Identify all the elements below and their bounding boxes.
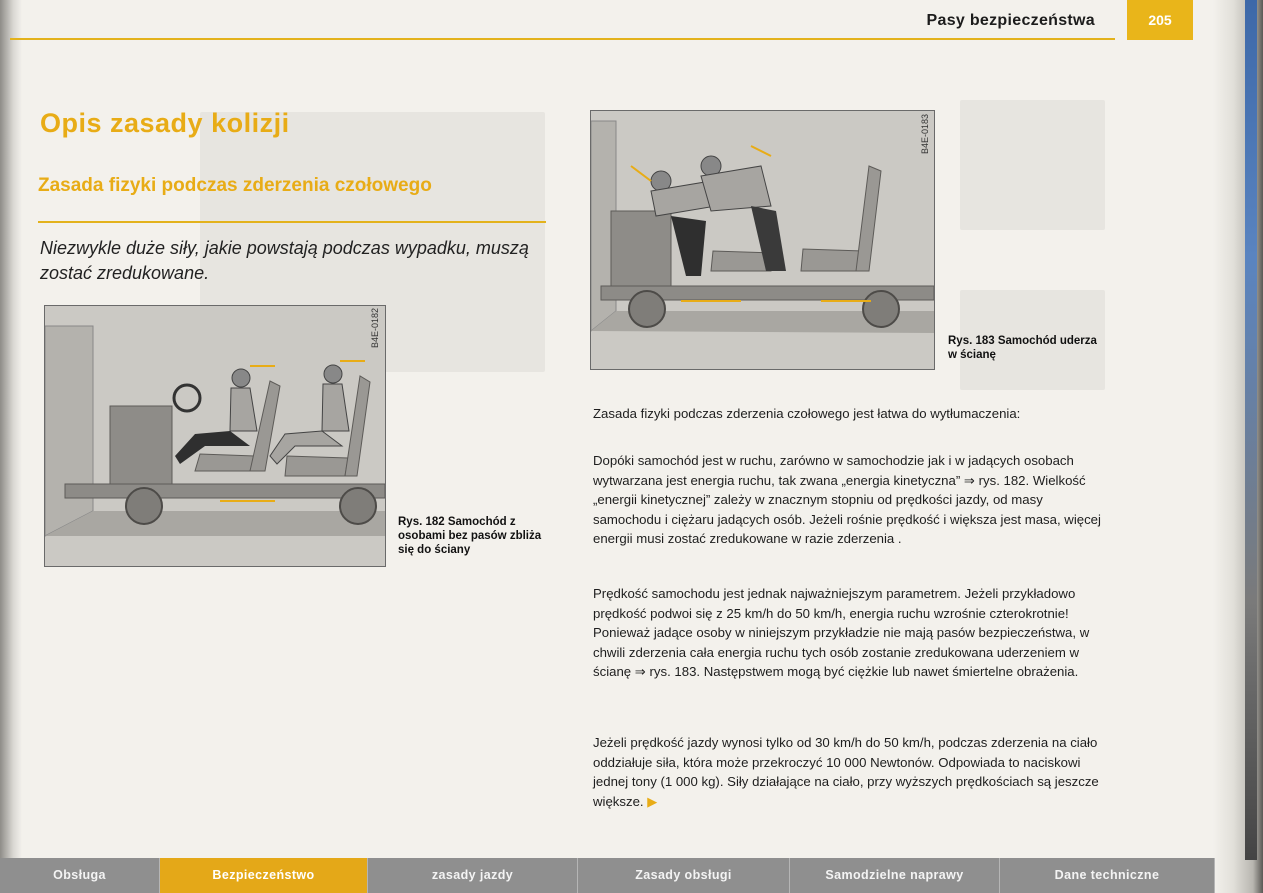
figure-183-illustration — [590, 110, 935, 370]
subtitle-rule — [38, 221, 546, 223]
book-spine-shadow — [0, 0, 22, 893]
tab-obsluga[interactable]: Obsługa — [0, 858, 160, 893]
tab-zasady-obslugi[interactable]: Zasady obsługi — [578, 858, 790, 893]
thumb-index-strip — [1245, 0, 1257, 860]
figure-182-caption: Rys. 182 Samochód z osobami bez pasów zbliża się do ściany — [398, 516, 542, 556]
figure-183-caption: Rys. 183 Samochód uderza w ścianę — [948, 335, 1097, 361]
body-paragraph: Prędkość samochodu jest jednak najważniejszym parametrem. Jeżeli przykładowo prędkość podwoi się z 25 km/h do 50 km/h, energia ruchu wzrośnie czterokrotnie! Ponieważ jadące osoby w niniejszym przykładzie nie mają pasów bezpieczeństwa, w chwili zderzenia cała energia ruchu tych osób zostanie zredukowana uderzeniem w ścianę ⇒ rys. 183. Następstwem mogą być ciężkie lub nawet śmiertelne obrażenia. — [593, 586, 1090, 679]
page-number: 205 — [1127, 0, 1193, 40]
tab-bezpieczenstwo[interactable]: Bezpieczeństwo — [160, 858, 368, 893]
page-header-title: Pasy bezpieczeństwa — [926, 12, 1095, 29]
tab-zasady-jazdy[interactable]: zasady jazdy — [368, 858, 578, 893]
tab-dane-techniczne[interactable]: Dane techniczne — [1000, 858, 1215, 893]
figure-182-illustration — [44, 305, 386, 567]
figure-182-code: B4E-0182 — [370, 308, 380, 349]
section-subtitle: Zasada fizyki podczas zderzenia czołowego — [38, 175, 432, 196]
body-paragraph: Dopóki samochód jest w ruchu, zarówno w samochodzie jak i w jadących osobach wytwarzana jest energia ruchu, tak zwana „energia kinetyczna” ⇒ rys. 182. Wielkość „energii kinetycznej” zależy w znacznym stopniu od prędkości jazdy, od masy samochodu i ciężaru jadących osób. Jeżeli rośnie prędkość i większa jest masa, więcej energii musi zostać zredukowane w razie zderzenia . — [593, 453, 1101, 546]
bleed-through-block — [960, 100, 1105, 230]
continue-arrow-icon: ▶ — [647, 793, 658, 809]
car-approaching-wall-drawing — [45, 306, 385, 566]
header-rule — [10, 38, 1115, 40]
figure-183-code: B4E-0183 — [920, 114, 930, 155]
footer-nav — [0, 858, 1215, 893]
body-paragraph-text: Jeżeli prędkość jazdy wynosi tylko od 30 km/h do 50 km/h, podczas zderzenia na ciało oddziałuje siła, która może przekroczyć 10 000 Newtonów. Odpowiada to naciskowi jednej tony (1 000 kg). Siły działające na ciało, przy wyższych prędkościach są jeszcze większe. — [593, 735, 1099, 809]
section-title: Opis zasady kolizji — [40, 108, 290, 138]
car-hitting-wall-drawing — [591, 111, 934, 369]
body-paragraph — [593, 733, 1106, 811]
tab-samodzielne-naprawy[interactable]: Samodzielne naprawy — [790, 858, 1000, 893]
lead-text: Niezwykle duże siły, jakie powstają podczas wypadku, muszą zostać zredukowane. — [40, 238, 529, 283]
body-paragraph: Zasada fizyki podczas zderzenia czołowego jest łatwa do wytłumaczenia: — [593, 406, 1021, 421]
